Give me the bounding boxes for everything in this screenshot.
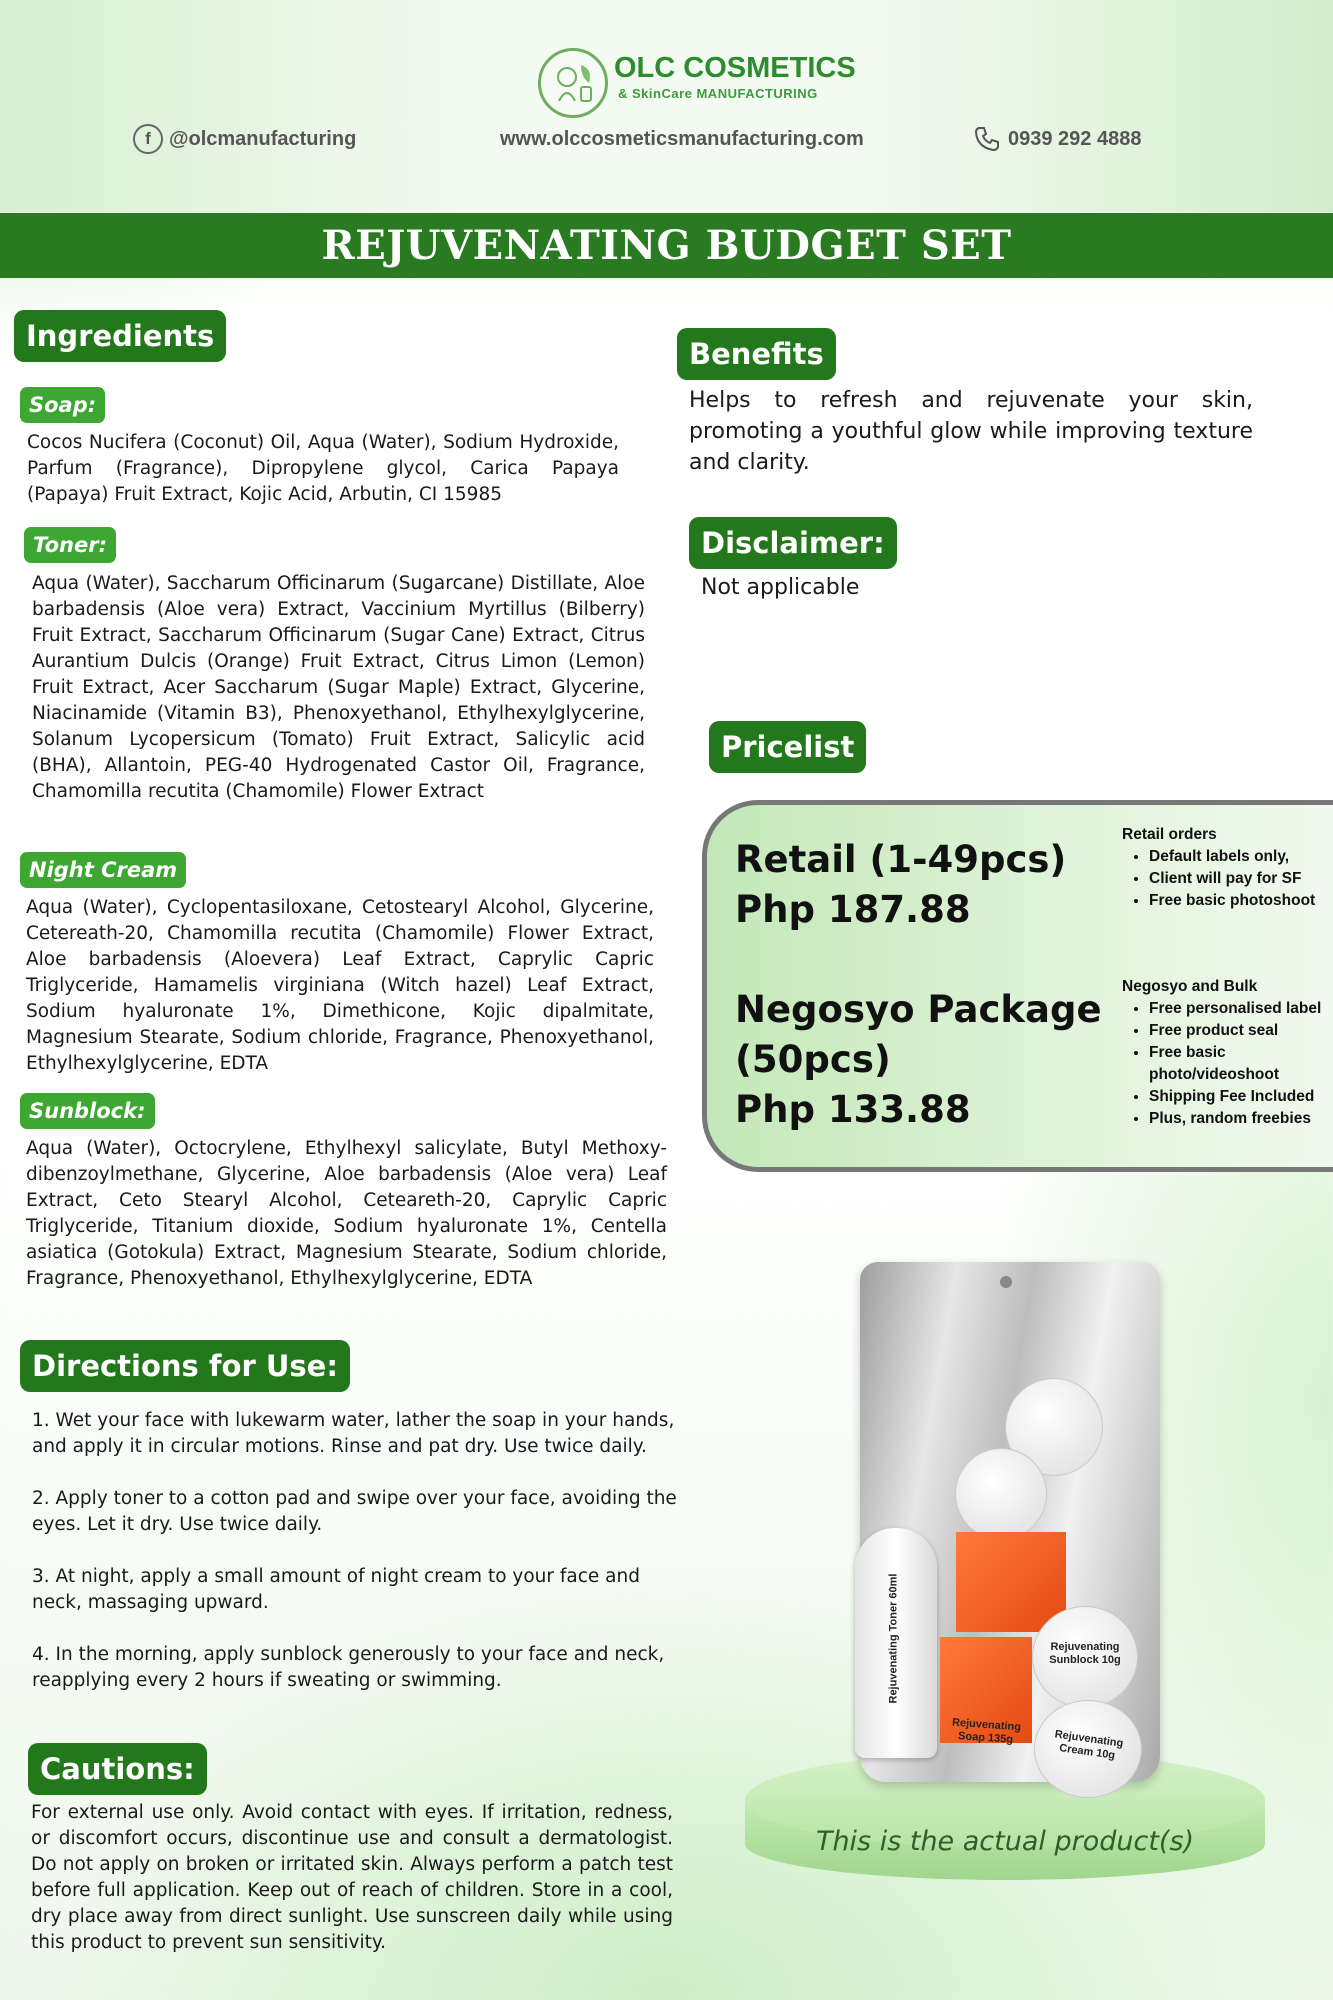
sunblock-jar — [1032, 1606, 1138, 1708]
logo-emblem-icon — [538, 48, 608, 118]
retail-terms — [1122, 826, 1333, 912]
negosyo-price-block — [735, 985, 1102, 1135]
brand-logo[interactable] — [538, 44, 868, 124]
directions-list — [32, 1408, 682, 1694]
brand-name: OLC COSMETICS — [614, 52, 856, 84]
negosyo-price: Php 133.88 — [735, 1088, 971, 1131]
toner-bottle — [855, 1528, 937, 1758]
pricelist-card — [702, 800, 1333, 1172]
sunblock-label: Sunblock: — [20, 1093, 155, 1129]
direction-step: 4. In the morning, apply sunblock generously to your face and neck, reapplying every 2 hours if sweating or swimming. — [32, 1644, 665, 1691]
soap-box — [940, 1637, 1032, 1746]
phone-icon — [972, 124, 1002, 154]
jar-lid — [955, 1448, 1047, 1540]
night-cream-label: Night Cream — [20, 852, 186, 888]
brand-subtitle: & SkinCare MANUFACTURING — [618, 86, 818, 101]
retail-terms-title: Retail orders — [1122, 826, 1217, 843]
list-item: • Default labels only, — [1149, 846, 1333, 868]
cautions-heading: Cautions: — [28, 1743, 207, 1795]
facebook-handle: @olcmanufacturing — [169, 127, 357, 150]
disclaimer-text: Not applicable — [701, 575, 860, 600]
negosyo-package-name: Negosyo Package — [735, 988, 1102, 1031]
phone-number: 0939 292 4888 — [1008, 127, 1142, 150]
phone-contact[interactable] — [972, 124, 1141, 154]
toner-ingredients: Aqua (Water), Saccharum Officinarum (Sugarcane) Distillate, Aloe barbadensis (Aloe vera) Extract, Vaccinium Myrtillus (Bilberry) Fruit Extract, Saccharum Officinarum (Sugar Cane) Extract, Citrus Aurantium Dulcis (Orange) Fruit Extract, Citrus Limon (Lemon) Fruit Extract, Acer Saccharum (Sugar Maple) Extract, Glycerine, Niacinamide (Vitamin B3), Phenoxyethanol, Ethylhexylglycerine, Solanum Lycopersicum (Tomato) Fruit Extract, Salicylic acid (BHA), Allantoin, PEG-40 Hydrogenated Castor Oil, Fragrance, Chamomilla recutita (Chamomile) Flower Extract — [32, 573, 645, 802]
benefits-text: Helps to refresh and rejuvenate your skin, promoting a youthful glow while improving texture and clarity. — [689, 388, 1253, 475]
negosyo-quantity: (50pcs) — [735, 1038, 891, 1081]
soap-label: Soap: — [20, 387, 105, 423]
ingredients-heading: Ingredients — [14, 310, 226, 362]
list-item: • Free basic photo/videoshoot — [1149, 1042, 1333, 1086]
list-item: • Free basic photoshoot — [1149, 890, 1333, 912]
soap-ingredients: Cocos Nucifera (Coconut) Oil, Aqua (Water), Sodium Hydroxide, Parfum (Fragrance), Dipropylene glycol, Carica Papaya (Papaya) Fruit Extract, Kojic Acid, Arbutin, CI 15985 — [27, 432, 619, 505]
facebook-icon: f — [133, 124, 163, 154]
direction-step: 3. At night, apply a small amount of night cream to your face and neck, massaging upward. — [32, 1566, 640, 1613]
list-item: • Plus, random freebies — [1149, 1108, 1333, 1130]
cautions-text: For external use only. Avoid contact with eyes. If irritation, redness, or discomfort occurs, discontinue use and consult a dermatologist. Do not apply on broken or irritated skin. Always perform a patch test before full application. Keep out of reach of children. Store in a cool, dry place away from direct sunlight. Use sunscreen daily while using this product to prevent sun sensitivity. — [31, 1802, 673, 1953]
pricelist-heading: Pricelist — [709, 721, 866, 773]
cream-jar — [1034, 1700, 1142, 1798]
direction-step: 2. Apply toner to a cotton pad and swipe over your face, avoiding the eyes. Let it dry. Use twice daily. — [32, 1488, 677, 1535]
list-item: • Client will pay for SF — [1149, 868, 1333, 890]
retail-quantity: Retail (1-49pcs) — [735, 838, 1067, 881]
website-link[interactable] — [500, 128, 864, 151]
website-url: www.olccosmeticsmanufacturing.com — [500, 128, 864, 150]
soap-bar — [956, 1532, 1066, 1632]
title-bar — [0, 213, 1333, 278]
list-item: • Free product seal — [1149, 1020, 1333, 1042]
benefits-heading: Benefits — [677, 328, 836, 380]
facebook-contact[interactable] — [133, 124, 356, 154]
retail-price-block — [735, 835, 1066, 935]
sunblock-label-text: Rejuvenating Sunblock 10g — [1049, 1641, 1121, 1666]
list-item: • Shipping Fee Included — [1149, 1086, 1333, 1108]
list-item: • Free personalised label — [1149, 998, 1333, 1020]
night-cream-ingredients: Aqua (Water), Cyclopentasiloxane, Cetostearyl Alcohol, Glycerine, Cetereath-20, Chamomilla recutita (Chamomile) Flower Extract, Aloe barbadensis (Aloevera) Leaf Extract, Caprylic Capric Triglyceride, Hamamelis virginiana (Witch hazel) Leaf Extract, Sodium hyaluronate 1%, Dimethicone, Kojic dipalmitate, Magnesium Stearate, Sodium chloride, Fragrance, Phenoxyethanol, Ethylhexylglycerine, EDTA — [26, 897, 654, 1074]
sunblock-ingredients: Aqua (Water), Octocrylene, Ethylhexyl salicylate, Butyl Methoxy-dibenzoylmethane, Glycerine, Aloe barbadensis (Aloe vera) Leaf Extract, Ceto Stearyl Alcohol, Ceteareth-20, Caprylic Capric Triglyceride, Titanium dioxide, Sodium hyaluronate 1%, Centella asiatica (Gotokula) Extract, Magnesium Stearate, Sodium chloride, Fragrance, Phenoxyethanol, Ethylhexylglycerine, EDTA — [26, 1138, 667, 1289]
direction-step: 1. Wet your face with lukewarm water, lather the soap in your hands, and apply it in circular motions. Rinse and pat dry. Use twice daily. — [32, 1410, 675, 1457]
page-title: REJUVENATING BUDGET SET — [321, 222, 1012, 269]
soap-label-text: Rejuvenating Soap 135g — [951, 1716, 1022, 1746]
retail-price: Php 187.88 — [735, 888, 971, 931]
negosyo-terms-title: Negosyo and Bulk — [1122, 978, 1258, 995]
cream-label-text: Rejuvenating Cream 10g — [1053, 1728, 1125, 1762]
product-caption: This is the actual product(s) — [815, 1826, 1195, 1857]
disclaimer-heading: Disclaimer: — [689, 517, 897, 569]
toner-label: Toner: — [24, 527, 116, 563]
negosyo-terms — [1122, 978, 1333, 1130]
toner-label-text: Rejuvenating Toner 60ml — [887, 1573, 900, 1704]
directions-heading: Directions for Use: — [20, 1340, 350, 1392]
